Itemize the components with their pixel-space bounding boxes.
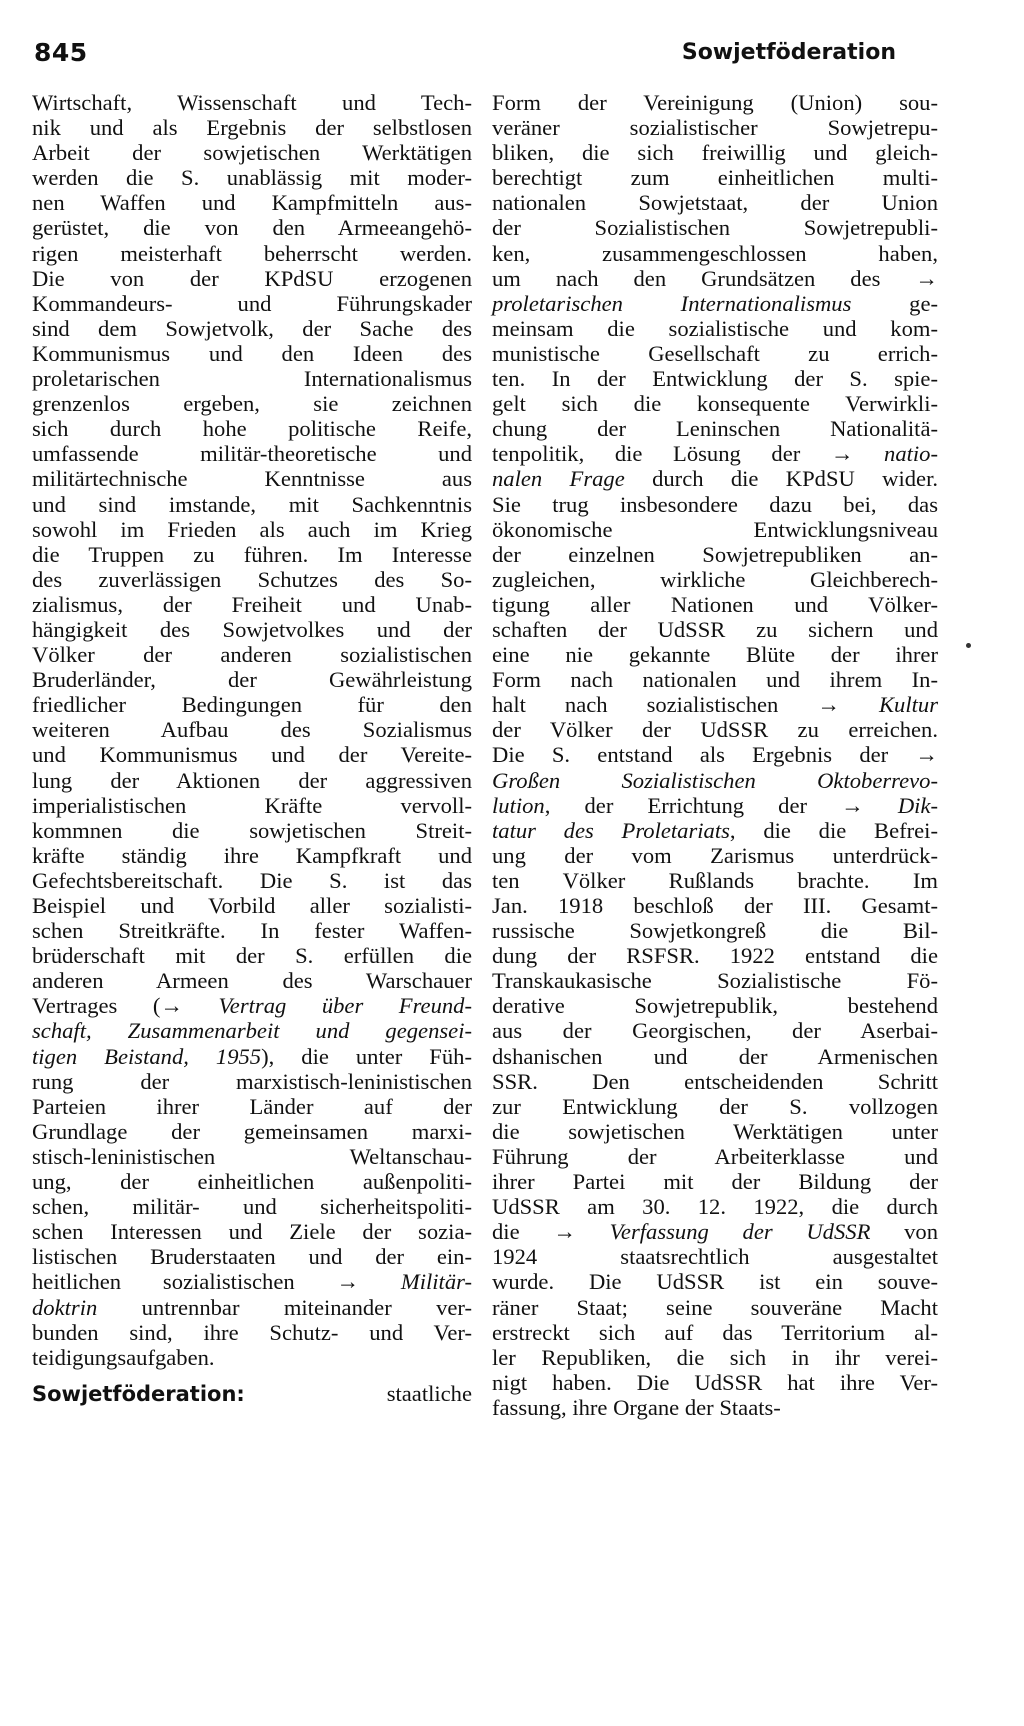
- text-line: halt nach sozialistischen → Kultur: [492, 692, 938, 718]
- text-line: weiteren Aufbau des Sozialismus: [32, 717, 472, 743]
- headword-line: [32, 1381, 472, 1406]
- text-line: rung der marxistisch-leninistischen: [32, 1068, 472, 1094]
- text-line: bliken, die sich freiwillig und gleich-: [492, 140, 938, 166]
- text-line: nik und als Ergebnis der selbstlosen: [32, 115, 472, 141]
- text-line: meinsam die sozialistische und kom-: [492, 315, 938, 341]
- text-line: Kommandeurs- und Führungskader: [32, 290, 472, 316]
- text-line: nalen Frage durch die KPdSU wider.: [492, 466, 939, 492]
- text-line: räner Staat; seine souveräne Macht: [492, 1294, 938, 1320]
- entry-gap: [32, 1370, 472, 1381]
- text-line: Beispiel und Vorbild aller sozialisti-: [32, 893, 472, 918]
- text-line: Bruderländer, der Gewährleistung: [32, 667, 472, 693]
- text-line: Die von der KPdSU erzogenen: [32, 265, 472, 291]
- text-line: munistische Gesellschaft zu errich-: [492, 340, 938, 366]
- right-column: [492, 90, 938, 1420]
- text-line: sowohl im Frieden als auch im Krieg: [32, 516, 472, 542]
- text-line: kräfte ständig ihre Kampfkraft und: [32, 842, 472, 868]
- text-line: proletarischen Internationalismus ge-: [492, 290, 938, 316]
- text-line: UdSSR am 30. 12. 1922, die durch: [492, 1194, 938, 1220]
- text-line: zugleichen, wirkliche Gleichberech-: [492, 566, 938, 592]
- text-line: die → Verfassung der UdSSR von: [492, 1219, 938, 1245]
- text-line: um nach den Grundsätzen des →: [492, 265, 938, 291]
- text-line: schen Interessen und Ziele der sozia-: [32, 1219, 472, 1245]
- text-line: doktrin untrennbar miteinander ver-: [32, 1294, 472, 1320]
- text-line: der Völker der UdSSR zu erreichen.: [492, 717, 938, 743]
- text-line: ten. In der Entwicklung der S. spie-: [492, 366, 938, 392]
- text-line: Sie trug insbesondere dazu bei, das: [492, 491, 938, 517]
- text-line: kommnen die sowjetischen Streit-: [32, 817, 472, 843]
- text-line: hängigkeit des Sowjetvolkes und der: [32, 616, 472, 642]
- text-line: zialismus, der Freiheit und Unab-: [32, 591, 472, 617]
- text-line: fassung, ihre Organe der Staats-: [492, 1394, 781, 1420]
- text-line: aus der Georgischen, der Aserbai-: [492, 1018, 938, 1044]
- text-line: ung der vom Zarismus unterdrück-: [492, 842, 938, 868]
- text-line: ökonomische Entwicklungsniveau: [492, 516, 938, 542]
- text-line: eine nie gekannte Blüte der ihrer: [492, 642, 938, 668]
- text-line: nigt haben. Die UdSSR hat ihre Ver-: [492, 1369, 938, 1395]
- text-line: schen, militär- und sicherheitspoliti-: [32, 1194, 472, 1220]
- text-line: russische Sowjetkongreß die Bil-: [492, 918, 938, 944]
- text-line: listischen Bruderstaaten und der ein-: [32, 1244, 472, 1270]
- margin-dot-mark: [966, 643, 971, 648]
- text-line: nen Waffen und Kampfmitteln aus-: [32, 190, 472, 216]
- text-line: chung der Leninschen Nationalitä-: [492, 416, 938, 442]
- text-line: sich durch hohe politische Reife,: [32, 416, 472, 442]
- text-line: Grundlage der gemeinsamen marxi-: [32, 1118, 472, 1144]
- text-line: schen Streitkräfte. In fester Waffen-: [32, 918, 472, 944]
- text-line: Jan. 1918 beschloß der III. Gesamt-: [492, 893, 938, 918]
- text-line: die sowjetischen Werktätigen unter: [492, 1118, 938, 1144]
- text-line: Kommunismus und den Ideen des: [32, 340, 472, 366]
- text-line: heitlichen sozialistischen → Militär-: [32, 1269, 472, 1295]
- page-number: 845: [34, 38, 88, 67]
- text-line: schaften der UdSSR zu sichern und: [492, 616, 938, 642]
- text-line: Parteien ihrer Länder auf der: [32, 1093, 472, 1119]
- text-line: stisch-leninistischen Weltanschau-: [32, 1143, 472, 1169]
- text-line: Führung der Arbeiterklasse und: [492, 1143, 938, 1169]
- text-line: Völker der anderen sozialistischen: [32, 642, 472, 668]
- text-line: tigen Beistand, 1955), die unter Füh-: [32, 1043, 472, 1069]
- text-line: derative Sowjetrepublik, bestehend: [492, 993, 938, 1019]
- text-line: des zuverlässigen Schutzes des So-: [32, 566, 472, 592]
- text-line: erstreckt sich auf das Territorium al-: [492, 1319, 938, 1345]
- text-line: brüderschaft mit der S. erfüllen die: [32, 943, 472, 969]
- text-line: Transkaukasische Sozialistische Fö-: [492, 968, 938, 994]
- text-line: Die S. entstand als Ergebnis der →: [492, 742, 938, 768]
- text-line: anderen Armeen des Warschauer: [32, 968, 472, 994]
- text-line: veräner sozialistischer Sowjetrepu-: [492, 115, 938, 141]
- text-line: grenzenlos ergeben, sie zeichnen: [32, 391, 472, 417]
- text-line: SSR. Den entscheidenden Schritt: [492, 1068, 938, 1094]
- text-line: ihrer Partei mit der Bildung der: [492, 1169, 938, 1195]
- text-line: und Kommunismus und der Vereite-: [32, 742, 472, 768]
- text-line: dshanischen und der Armenischen: [492, 1043, 938, 1069]
- text-line: imperialistischen Kräfte vervoll-: [32, 792, 472, 818]
- text-line: der einzelnen Sowjetrepubliken an-: [492, 541, 938, 567]
- text-line: zur Entwicklung der S. vollzogen: [492, 1093, 938, 1119]
- text-line: lung der Aktionen der aggressiven: [32, 767, 472, 793]
- text-line: nationalen Sowjetstaat, der Union: [492, 190, 938, 216]
- text-line: ung, der einheitlichen außenpoliti-: [32, 1169, 472, 1195]
- text-line: berechtigt zum einheitlichen multi-: [492, 165, 938, 191]
- text-line: ken, zusammengeschlossen haben,: [492, 240, 938, 266]
- text-line: bunden sind, ihre Schutz- und Ver-: [32, 1319, 472, 1345]
- left-column: [32, 90, 472, 1406]
- text-line: friedlicher Bedingungen für den: [32, 692, 472, 718]
- text-line: rigen meisterhaft beherrscht werden.: [32, 240, 472, 266]
- text-line: dung der RSFSR. 1922 entstand die: [492, 943, 938, 969]
- text-line: Vertrages (→ Vertrag über Freund-: [32, 993, 472, 1019]
- text-line: tigung aller Nationen und Völker-: [492, 591, 938, 617]
- text-line: Arbeit der sowjetischen Werktätigen: [32, 140, 472, 166]
- text-line: wurde. Die UdSSR ist ein souve-: [492, 1269, 938, 1295]
- text-line: der Sozialistischen Sowjetrepubli-: [492, 215, 938, 241]
- text-line: schaft, Zusammenarbeit und gegensei-: [32, 1018, 472, 1044]
- headword-term: Sowjetföderation:: [32, 1381, 245, 1406]
- text-line: ler Republiken, die sich in ihr verei-: [492, 1344, 938, 1370]
- headword-first-word: staatliche: [386, 1380, 472, 1406]
- text-line: sind dem Sowjetvolk, der Sache des: [32, 315, 472, 341]
- text-line: Großen Sozialistischen Oktoberrevo-: [492, 767, 938, 793]
- text-line: Gefechtsbereitschaft. Die S. ist das: [32, 867, 472, 893]
- text-line: 1924 staatsrechtlich ausgestaltet: [492, 1244, 938, 1270]
- text-line: die Truppen zu führen. Im Interesse: [32, 541, 472, 567]
- running-head: Sowjetföderation: [681, 40, 896, 65]
- text-line: militärtechnische Kenntnisse aus: [32, 466, 472, 492]
- text-line: und sind imstande, mit Sachkenntnis: [32, 491, 472, 517]
- text-line: tatur des Proletariats, die die Befrei-: [492, 817, 938, 843]
- text-line: gerüstet, die von den Armeeangehö-: [32, 215, 472, 241]
- text-line: tenpolitik, die Lösung der → natio-: [492, 441, 938, 467]
- text-line: ten Völker Rußlands brachte. Im: [492, 867, 938, 893]
- text-line: Form nach nationalen und ihrem In-: [492, 667, 938, 693]
- text-line: Wirtschaft, Wissenschaft und Tech-: [32, 90, 472, 115]
- text-line: umfassende militär-theoretische und: [32, 441, 472, 467]
- text-line: proletarischen Internationalismus: [32, 366, 472, 392]
- text-line: teidigungsaufgaben.: [32, 1344, 215, 1370]
- text-line: werden die S. unablässig mit moder-: [32, 165, 472, 191]
- text-line: Form der Vereinigung (Union) sou-: [492, 90, 938, 115]
- text-line: gelt sich die konsequente Verwirkli-: [492, 391, 938, 417]
- text-line: lution, der Errichtung der → Dik-: [492, 792, 938, 818]
